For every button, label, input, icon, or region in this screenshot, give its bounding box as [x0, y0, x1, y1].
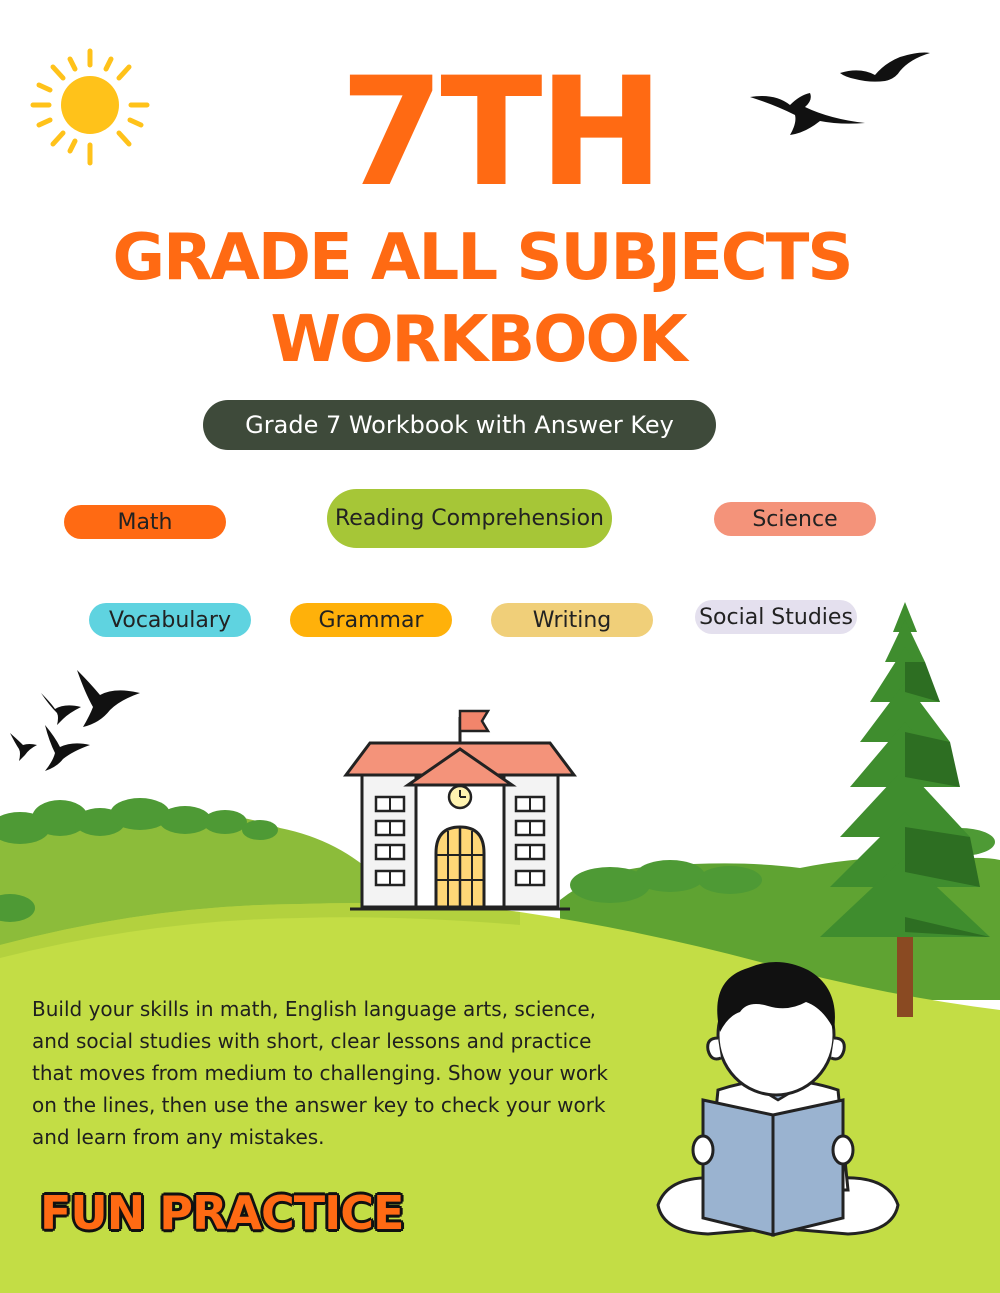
subject-pill-science — [714, 502, 876, 536]
birds-icon — [5, 665, 150, 775]
subject-label: Math — [117, 509, 173, 535]
subject-pill-social-studies — [695, 600, 857, 634]
subject-label: Writing — [532, 607, 612, 633]
school-building-icon — [340, 705, 580, 915]
fun-practice-tagline: FUN PRACTICE — [40, 1186, 404, 1240]
subject-label: Grammar — [318, 607, 424, 633]
subject-label: Vocabulary — [109, 607, 231, 633]
description-line: on the lines, then use the answer key to check your work — [32, 1093, 606, 1117]
boy-reading-book-icon — [648, 950, 908, 1250]
subject-pill-math — [64, 505, 226, 539]
subject-pill-grammar — [290, 603, 452, 637]
subtitle-line-1: GRADE ALL SUBJECTS — [112, 221, 852, 295]
subject-label: Science — [752, 506, 838, 532]
description-line: that moves from medium to challenging. Show your work — [32, 1061, 608, 1085]
grade-title: 7TH — [339, 46, 661, 220]
description-line: and social studies with short, clear lessons and practice — [32, 1029, 592, 1053]
description-paragraph — [32, 993, 632, 1153]
subject-label: Social Studies — [699, 604, 853, 630]
subject-pill-writing — [491, 603, 653, 637]
workbook-banner: Grade 7 Workbook with Answer Key — [203, 400, 716, 450]
subject-label: Reading Comprehension — [334, 506, 604, 531]
description-line: and learn from any mistakes. — [32, 1125, 325, 1149]
subject-pill-vocabulary — [89, 603, 251, 637]
description-line: Build your skills in math, English language arts, science, — [32, 997, 597, 1021]
subtitle-line-2: WORKBOOK — [270, 303, 686, 377]
subject-pill-reading-comprehension — [327, 489, 612, 548]
